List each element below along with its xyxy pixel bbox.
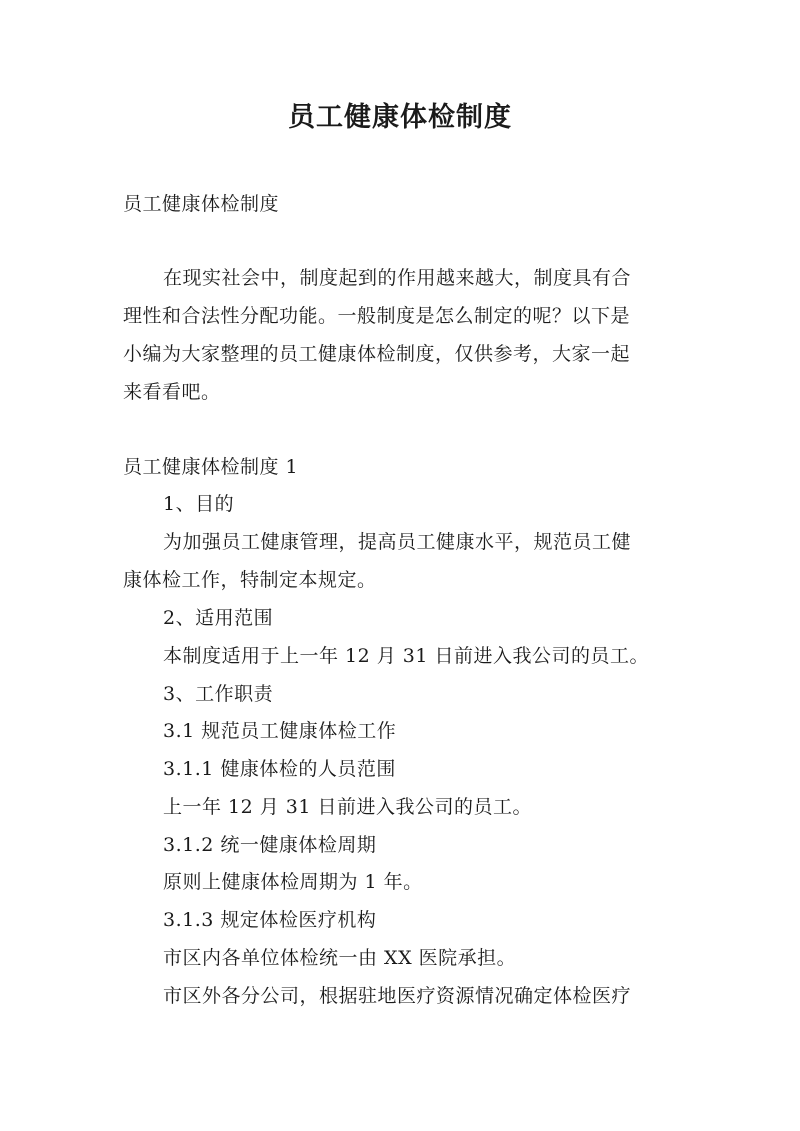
subtitle: 员工健康体检制度 <box>123 193 280 215</box>
heading-scope: 2、适用范围 <box>163 607 274 629</box>
heading-purpose: 1、目的 <box>163 493 235 515</box>
clause-3-1-3-text-2: 市区外各分公司，根据驻地医疗资源情况确定体检医疗 <box>163 985 632 1007</box>
document-title: 员工健康体检制度 <box>288 102 512 133</box>
clause-3-1-2: 3.1.2 统一健康体检周期 <box>163 834 377 856</box>
clause-3-1-3-text-1: 市区内各单位体检统一由 XX 医院承担。 <box>163 947 517 969</box>
clause-3-1-3: 3.1.3 规定体检医疗机构 <box>163 909 377 931</box>
intro-line-4: 来看看吧。 <box>123 381 221 403</box>
section-heading: 员工健康体检制度 1 <box>123 456 299 478</box>
intro-line-3: 小编为大家整理的员工健康体检制度，仅供参考，大家一起 <box>123 343 631 365</box>
clause-3-1-2-text: 原则上健康体检周期为 1 年。 <box>163 871 423 893</box>
scope-text: 本制度适用于上一年 12 月 31 日前进入我公司的员工。 <box>163 645 650 667</box>
purpose-line-1: 为加强员工健康管理，提高员工健康水平，规范员工健 <box>163 531 632 553</box>
intro-line-1: 在现实社会中，制度起到的作用越来越大，制度具有合 <box>163 267 632 289</box>
clause-3-1: 3.1 规范员工健康体检工作 <box>163 720 397 742</box>
clause-3-1-1: 3.1.1 健康体检的人员范围 <box>163 758 396 780</box>
clause-3-1-1-text: 上一年 12 月 31 日前进入我公司的员工。 <box>163 796 533 818</box>
purpose-line-2: 康体检工作，特制定本规定。 <box>123 569 377 591</box>
heading-duties: 3、工作职责 <box>163 683 274 705</box>
intro-line-2: 理性和合法性分配功能。一般制度是怎么制定的呢？以下是 <box>123 305 631 327</box>
